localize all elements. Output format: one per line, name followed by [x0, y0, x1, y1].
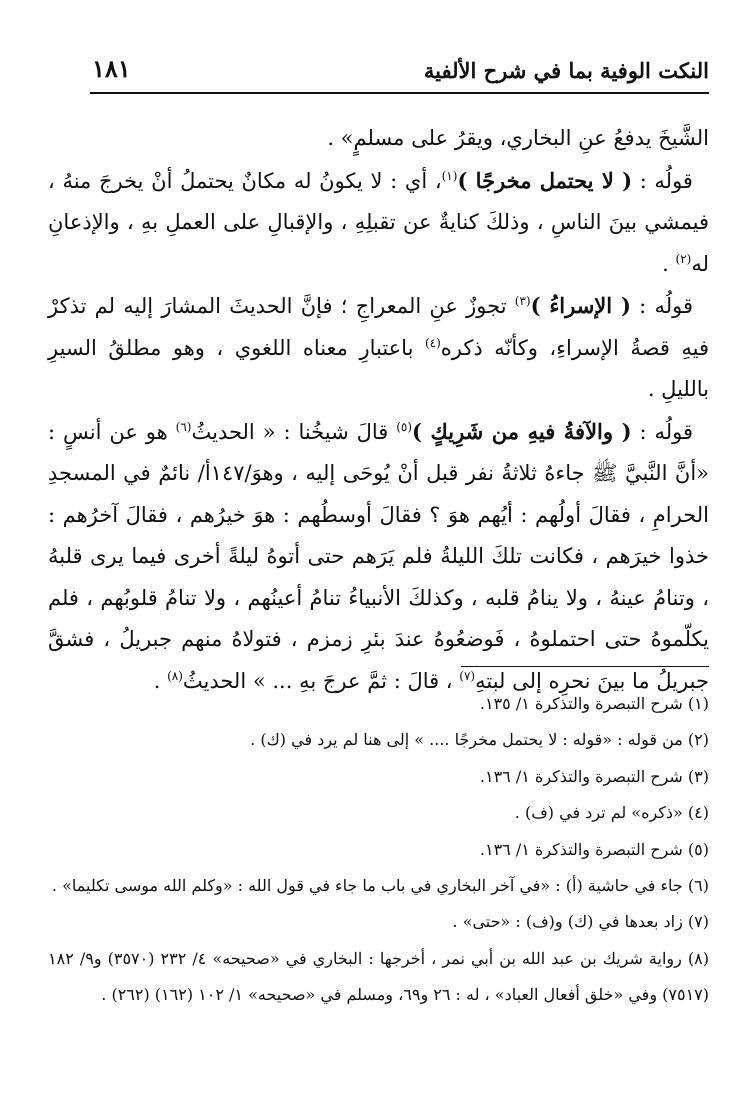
footnote-ref: (٨) [167, 668, 183, 683]
paragraph-tail: باعتبارِ معناه اللغوي ، وهو مطلقُ السيرِ بالليلِ . [48, 335, 709, 401]
paragraph-tail: هو عن أنسٍ : «أنَّ النَّبيَّ ﷺ جاءهُ ثلاثةُ نفر قبل أنْ يُوحَى إليه ، وهوَ/١٤٧أ/ نائمٌ في المسجدِ الحرامِ ، فقالَ أولُهم : أيُهم هوَ ؟ فقالَ أوسطُهم : هوَ خيرُهم ، فقالَ آخرُهم : خذوا خيرَهم ، فكانت تلكَ الليلةُ فلم يَرَهم حتى أتوهُ ليلةً أخرى فيما يرى قلبهُ ، وتنامُ عينهُ ، ولا ينامُ قلبه ، وكذلكَ الأنبياءُ تنامُ أعينُهم ، ولا تنامُ قلوبُهم ، فلم يكلّموهُ حتى احتملوهُ ، فَوضعُوهُ عندَ بئرِ زمزم ، فتولاهُ منهم جبريلُ ، فشقَّ جبريلُ ما بينَ نحرِه إلى لبتهِ [48, 419, 710, 693]
footnote-ref: (٦) [175, 419, 192, 434]
paragraph-lead: قولُه : [631, 419, 693, 444]
footnote-ref: (٢) [675, 251, 692, 266]
paragraph-4 [48, 411, 709, 703]
footnote-4: (٤) «ذكره» لم ترد في (ف) . [514, 803, 709, 823]
footnote-2: (٢) من قوله : «قوله : لا يحتمل مخرجًا .... » إلى هنا لم يرد في (ك) . [250, 730, 709, 750]
footnote-ref: (٤) [424, 335, 441, 350]
paragraph-lead: قولُه : [632, 168, 693, 193]
footnote-5: (٥) شرح التبصرة والتذكرة ١/ ١٣٦. [479, 839, 709, 859]
page-number: ١٨١ [92, 54, 131, 83]
footnote-1: (١) شرح التبصرة والتذكرة ١/ ١٣٥. [479, 694, 709, 713]
paragraph-tail: . [153, 668, 168, 693]
footnote-6: (٦) جاء في حاشية (أ) : «في آخر البخاري في باب ما جاء في قول الله : «وكلم الله موسى تكليما» . [51, 876, 709, 896]
quoted-phrase: ( لا يحتمل مخرجًا ) [457, 167, 633, 193]
footnote-8: (٨) رواية شريك بن عبد الله بن أبي نمر ، أخرجها : البخاري في «صحيحه» ٤/ ٢٣٢ (٣٥٧٠) و٩/ ١٨٢ (٧٥١٧) وفي «خلق أفعال العباد» ، له : ٢٦ و٦٩، ومسلم في «صحيحه» ١/ ١٠٢ (١٦٢) (٢٦٢) . [48, 948, 710, 1005]
paragraph-lead: قولُه : [630, 294, 693, 318]
paragraph-tail: ، قالَ : ثمَّ عرجَ بهِ ... » الحديثُ [182, 668, 460, 693]
footnote-divider [461, 666, 709, 667]
footnote-ref: (١) [441, 168, 458, 183]
paragraph-1 [48, 118, 709, 160]
footnote-7: (٧) زاد بعدها في (ك) و(ف) : «حتى» . [452, 912, 709, 932]
running-title: النكت الوفية بما في شرح الألفية [423, 58, 709, 83]
paragraph-text: ، أي : لا يكونُ له مكانٌ يحتملُ أنْ يخرجَ منهُ ، فيمشي بينَ الناسِ ، وذلكَ كنايةٌ عن تقبلِهِ ، والإقبالِ على العملِ بهِ ، والإذعانِ له [48, 168, 709, 276]
footnotes [48, 686, 709, 1014]
paragraph-tail: . [662, 251, 676, 276]
paragraph-3 [48, 285, 709, 411]
footnote-ref: (٣) [514, 294, 531, 308]
paragraph-2 [48, 160, 709, 286]
footnote-3: (٣) شرح التبصرة والتذكرة ١/ ١٣٦. [479, 766, 709, 786]
main-text [48, 118, 709, 702]
page-header [90, 52, 709, 94]
footnote-ref: (٧) [459, 668, 476, 683]
paragraph-text: تجوزٌ عنِ المعراجِ ؛ فإنَّ الحديثَ المشارَ إليه لم تذكرْ فيهِ قصةُ الإسراءِ، وكأنّه ذكره [48, 294, 709, 360]
paragraph-text: الشَّيخَ يدفعُ عنِ البخاري، ويقرُ على مسلمٍ» . [327, 126, 709, 150]
quoted-phrase: ( الإسراءُ ) [530, 293, 631, 318]
paragraph-text: قالَ شيخُنا : « الحديثُ [191, 419, 397, 444]
quoted-phrase: ( والآفةُ فيهِ من شَرِيكٍ ) [412, 418, 632, 444]
footnote-ref: (٥) [396, 419, 413, 434]
